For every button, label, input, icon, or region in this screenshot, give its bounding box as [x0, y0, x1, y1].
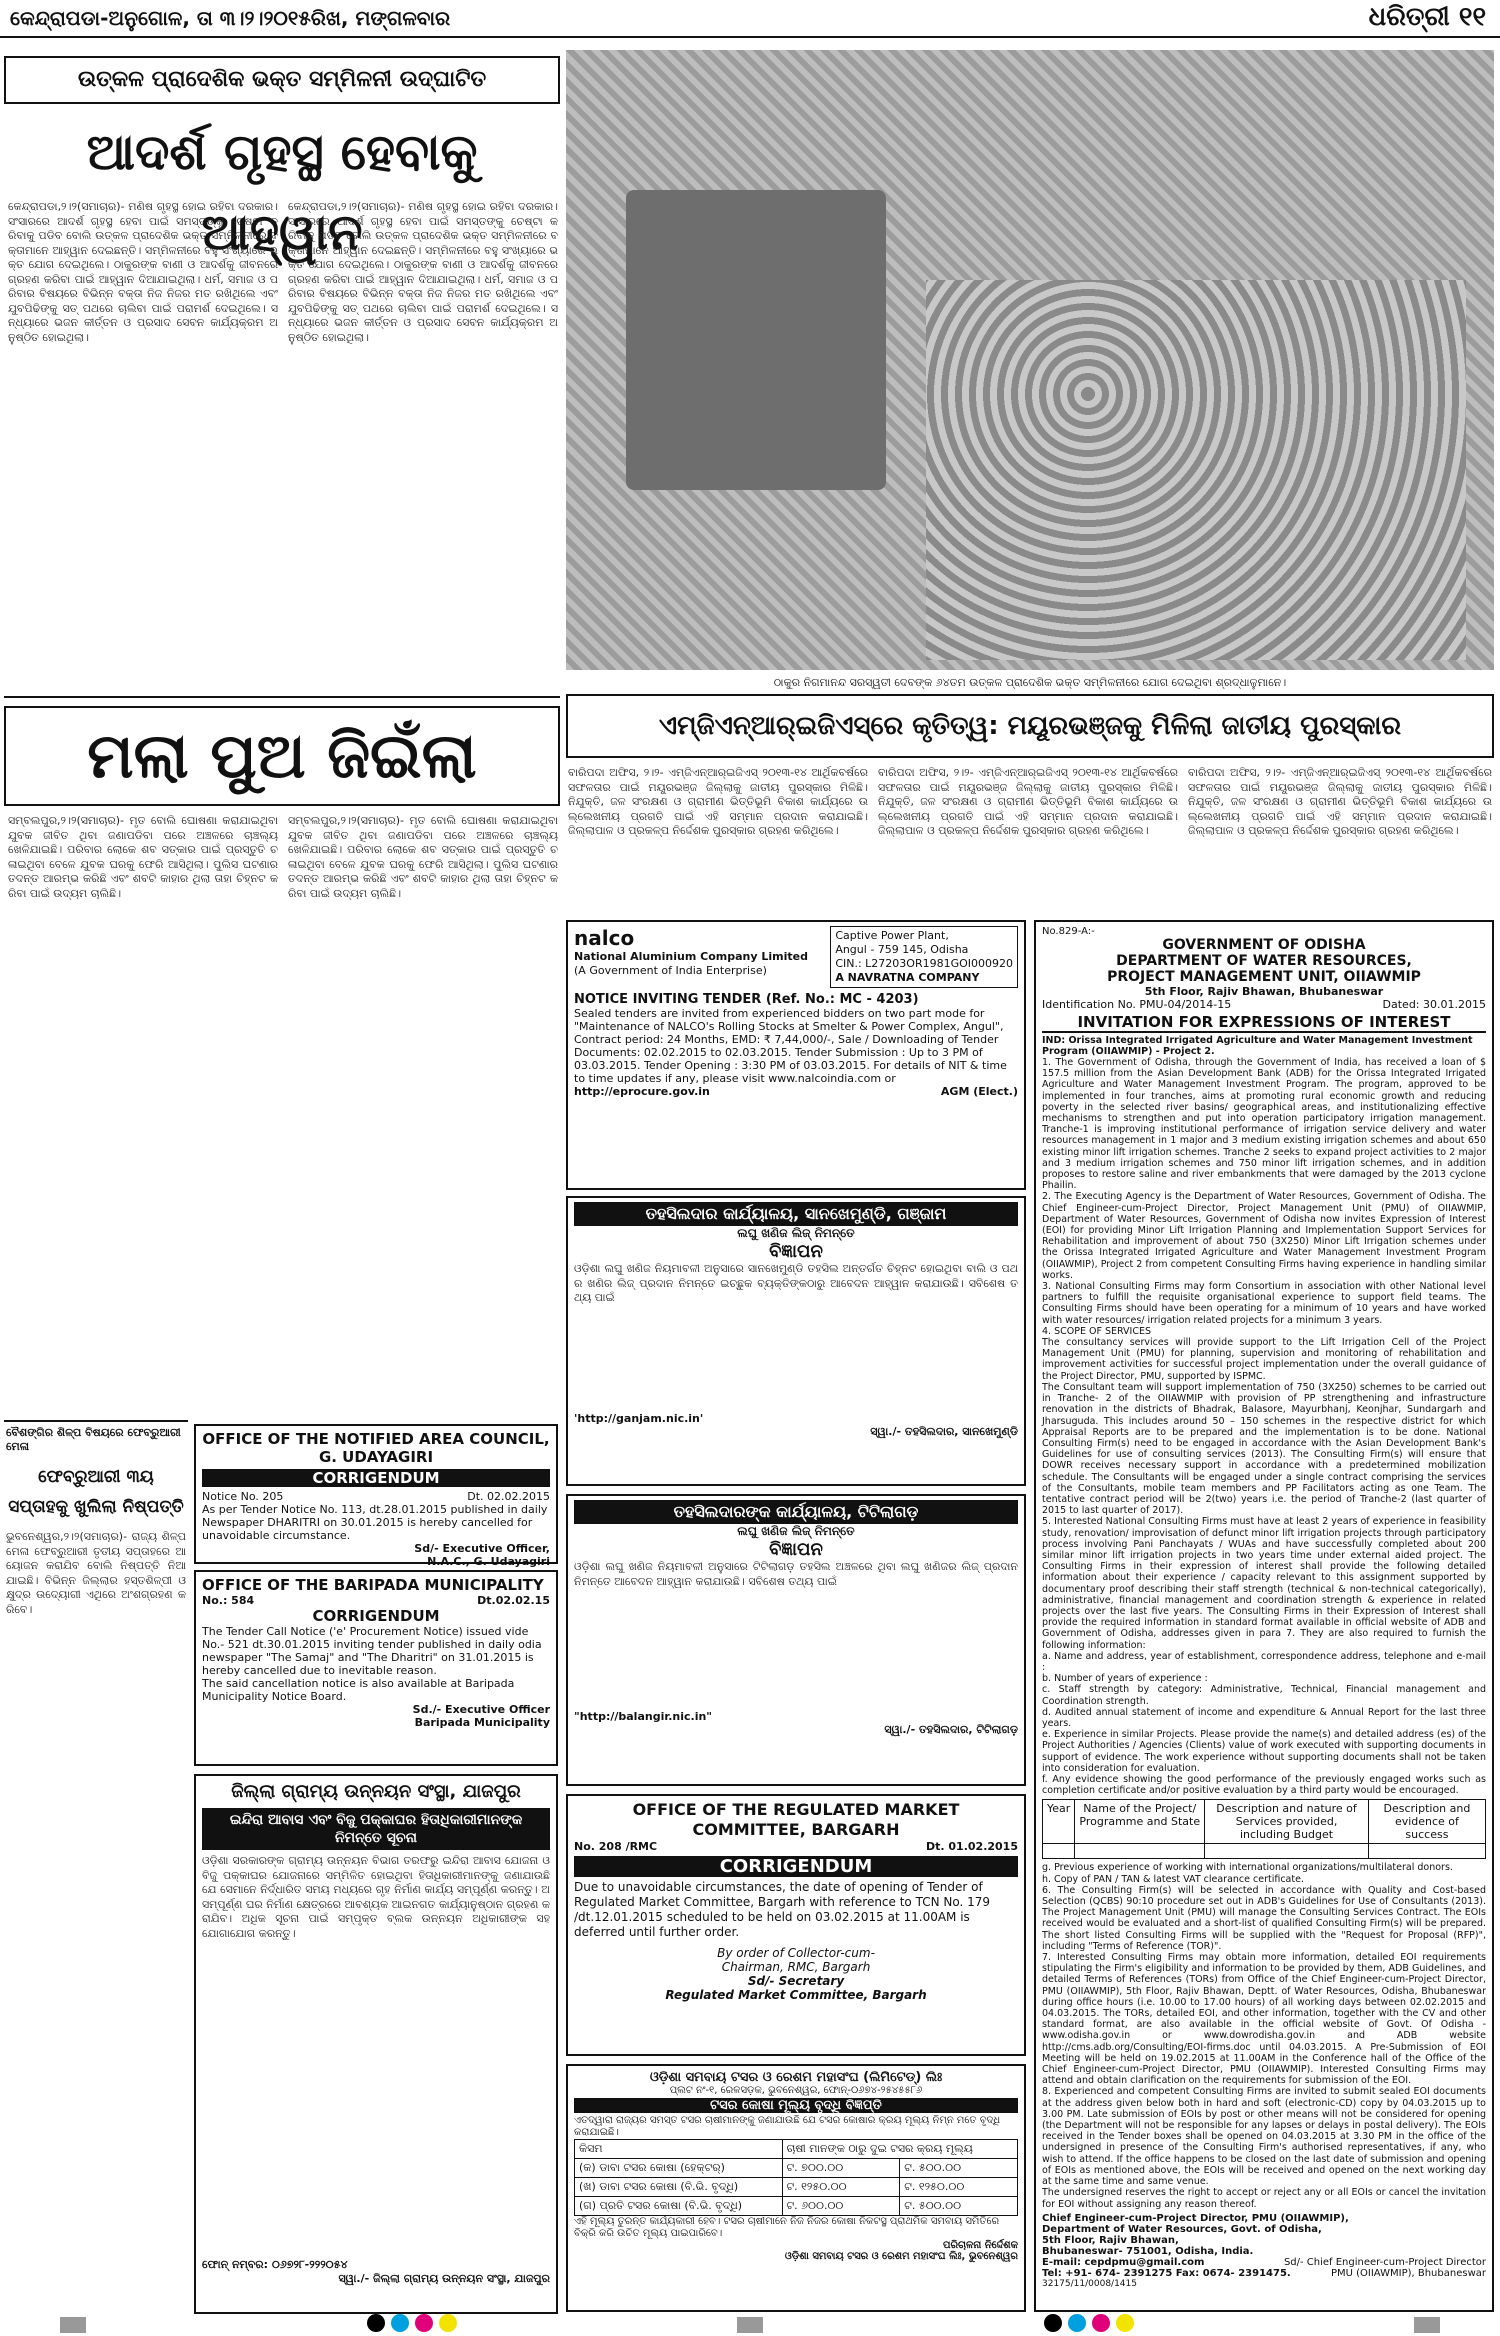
table-cell: (ଗ) ପ୍ରତି ଟସର କୋଷା (ବି.ଭି. ବୃଦ୍ଧି) [575, 2197, 783, 2216]
eoi-paragraph: h. Copy of PAN / TAN & latest VAT clearance certificate. [1042, 1873, 1304, 1885]
eoi-ref: No.829-A:- [1042, 926, 1095, 937]
udayagiri-date: Dt. 02.02.2015 [467, 1490, 550, 1503]
titilagarh-body: ଓଡ଼ିଶା ଲଘୁ ଖଣିଜ ନିୟମାବଳୀ ଅନୁସାରେ ଟିଟିଲାଗଡ଼ ତହସିଲ ଅଞ୍ଚଳରେ ଥିବା ଲଘୁ ଖଣିଜର ଲିଜ୍ ପ୍ରଦାନ ନିମନ୍ତେ ଆବେଦନ ଆହ୍ୱାନ କରାଯାଉଛି। ସବିଶେଷ ତଥ୍ୟ ପାଇଁ [574, 1560, 1018, 1588]
jajpur-title: ଇନ୍ଦିରା ଆବାସ ଏବଂ ବିଜୁ ପକ୍କାଘର ହିତାଧିକାରୀମାନଙ୍କ ନିମନ୍ତେ ସୂଚନା [202, 1808, 550, 1850]
udayagiri-title: OFFICE OF THE NOTIFIED AREA COUNCIL, G. UDAYAGIRI [202, 1430, 550, 1466]
eoi-experience-table [1042, 1799, 1486, 1859]
udayagiri-sign1: Sd/- Executive Officer, [414, 1542, 550, 1555]
baripada-body: The Tender Call Notice ('e' Procurement Notice) issued vide No.- 521 dt.30.01.2015 inviting tender published in daily odia newspaper "The Samaj" and "The Dharitri" on 31.01.2015 is hereby cancelled due to inevitable reason. [202, 1625, 542, 1677]
magenta-dot [415, 2314, 433, 2332]
award-body-col3: ବାରିପଦା ଅଫିସ, ୨।୨- ଏମ୍‌ଜିଏନ୍‌ଆର୍‌ଇଜିଏସ୍ ୨୦୧୩-୧୪ ଆର୍ଥିକବର୍ଷରେ ସଫଳତାର ପାଇଁ ମୟୂରଭଞ୍ଜ ଜିଲ୍ଲାକୁ ଜାତୀୟ ପୁରସ୍କାର ମିଳିଛି। ନିଯୁକ୍ତି, ଜଳ ସଂରକ୍ଷଣ ଓ ଗ୍ରାମୀଣ ଭିତ୍ତିଭୂମି ବିକାଶ କାର୍ଯ୍ୟରେ ଉଲ୍ଲେଖନୀୟ ପ୍ରଗତି ପାଇଁ ଏହି ସମ୍ମାନ ପ୍ରଦାନ କରାଯାଇଛି। ଜିଲ୍ଲାପାଳ ଓ ପ୍ରକଳ୍ପ ନିର୍ଦ୍ଦେଶକ ପୁରସ୍କାର ଗ୍ରହଣ କରିଥିଲେ। [1188, 766, 1492, 837]
eoi-gov: GOVERNMENT OF ODISHA [1162, 937, 1366, 953]
award-headline: ଏମ୍‌ଜିଏନ୍‌ଆର୍‌ଇଜିଏସ୍‌ରେ କୃତିତ୍ୱ: ମୟୂରଭଞ୍ଜକୁ ମିଳିଲା ଜାତୀୟ ପୁରସ୍କାର [658, 711, 1402, 741]
eoi-sign2: PMU (OIIAWMIP), Bhubaneswar [1330, 2267, 1486, 2279]
eoi-addr: 5th Floor, Rajiv Bhawan, Bhubaneswar [1144, 985, 1384, 998]
baripada-sign1: Sd./- Executive Officer [412, 1703, 550, 1716]
nalco-sign: AGM (Elect.) [940, 1085, 1018, 1098]
udayagiri-no: Notice No. 205 [202, 1490, 284, 1503]
eoi-paragraph: 8. Experienced and competent Consulting Firms are invited to submit sealed EOI documents at the address given below both in hard and soft (electronic-CD) copy by 04.03.2015 up to 3.00 PM. Late submission of EOIs by post or other means will not be considered for opening (the Department will not be responsible for any lapses or delays in postal delivery). The EOIs received in the Tender boxes shall be opened on 04.03.2015 at 3.30 PM in the office of the undersigned in presence of the Consulting Firm's authorised representatives, if any, who wish to attend. If the office happens to be closed on the last date of submission and opening of EOIs as mentioned above, the EOIs will be received and opened on the next working day at the same time and same venue. [1042, 2086, 1486, 2188]
lead-body-col2: କେନ୍ଦ୍ରାପଡା,୨।୨(ସମାଚାର)- ମଣିଷ ଗୃହସ୍ଥ ହୋଇ ରହିବା ଦରକାର। ସଂସାରରେ ଆଦର୍ଶ ଗୃହସ୍ଥ ହେବା ପାଇଁ ସମସ୍ତଙ୍କୁ ଚେଷ୍ଟା କରିବାକୁ ପଡିବ ବୋଲି ଉତ୍କଳ ପ୍ରାଦେଶିକ ଭକ୍ତ ସମ୍ମିଳନୀରେ ବକ୍ତାମାନେ ଆହ୍ୱାନ ଦେଇଛନ୍ତି। ସମ୍ମିଳନୀରେ ବହୁ ସଂଖ୍ୟାରେ ଭକ୍ତ ଯୋଗ ଦେଇଥିଲେ। ଠାକୁରଙ୍କ ବାଣୀ ଓ ଆଦର୍ଶକୁ ଜୀବନରେ ଗ୍ରହଣ କରିବା ପାଇଁ ଆହ୍ୱାନ ଦିଆଯାଇଥିଲା। ଧର୍ମ, ସମାଜ ଓ ପରିବାର ବିଷୟରେ ବିଭିନ୍ନ ବକ୍ତା ନିଜ ନିଜର ମତ ରଖିଥିଲେ ଏବଂ ଯୁବପିଢିଙ୍କୁ ସତ୍ ପଥରେ ଚାଲିବା ପାଇଁ ପରାମର୍ଶ ଦେଇଥିଲେ। ସନ୍ଧ୍ୟାରେ ଭଜନ କୀର୍ତ୍ତନ ଓ ପ୍ରସାଦ ସେବନ କାର୍ଯ୍ୟକ୍ରମ ଅନୁଷ୍ଠିତ ହୋଇଥିଲା। [288, 200, 558, 344]
fair-headline: ଫେବ୍ରୁଆରୀ ୩ୟ ସପ୍ତାହକୁ ଖୁଲିଲା ନିଷ୍ପତ୍ତି [8, 1467, 184, 1517]
bargarh-order1: By order of Collector-cum- [717, 1946, 875, 1960]
eoi-paragraph: The undersigned reserves the right to accept or reject any or all EOIs or cancel the invitation for EOI without assigning any reason thereof. [1042, 2187, 1486, 2210]
sanakhemundi-site[interactable]: 'http://ganjam.nic.in' [574, 1412, 704, 1425]
eoi-paragraph: b. Number of years of experience : [1042, 1673, 1208, 1685]
table-row [575, 2197, 1018, 2216]
eoi-unit: PROJECT MANAGEMENT UNIT, OIIAWMIP [1107, 969, 1421, 985]
eoi-th-year: Year [1043, 1800, 1075, 1844]
baripada-body2: The said cancellation notice is also available at Baripada Municipality Notice Board. [202, 1677, 515, 1703]
eoi-th-services: Description and nature of Services provided, including Budget [1205, 1800, 1369, 1844]
tassar-title: ଟସର କୋଷା ମୂଲ୍ୟ ବୃଦ୍ଧି ବିଜ୍ଞପ୍ତି [574, 2098, 1018, 2113]
eoi-id: Identification No. PMU-04/2014-15 [1042, 998, 1232, 1011]
table-cell: ଟ. ୧୨୫୦.୦୦ [782, 2178, 900, 2197]
jajpur-phone: ଫୋନ୍ ନମ୍ବର: ୦୬୭୨୮-୨୨୨୦୫୪ [202, 2258, 348, 2271]
nalco-body: Sealed tenders are invited from experienced bidders on two part mode for "Maintenance of NALCO's Rolling Stocks at Smelter & Power Complex, Angul", Contract period: 24 Months, EMD: ₹ 7,44,000/-, Sale / Downloading of Tender Documents: 02.02.2015 to 02.03.2015. Tender Submission : Up to 3 PM of 03.03.2015. Tender Opening : 3:30 PM of 03.03.2015. For details of NIT & time to time updates if any, please visit www.nalcoindia.com or [574, 1007, 1007, 1085]
bargarh-band: CORRIGENDUM [574, 1856, 1018, 1877]
bargarh-no: No. 208 /RMC [574, 1840, 658, 1853]
tassar-body: ଏତଦ୍ୱାରା ରାଜ୍ୟର ସମସ୍ତ ଟସର ଚାଷୀମାନଙ୍କୁ ଜଣାଯାଉଛି ଯେ ଟସର କୋଷାର କ୍ରୟ ମୂଲ୍ୟ ନିମ୍ନ ମତେ ବୃଦ୍ଧି କରାଯାଇଛି। [574, 2115, 1001, 2138]
nalco-cin: CIN.: L27203OR1981GOI000920 [835, 957, 1013, 970]
table-cell: ଟ. ୫୦୦.୦୦ [900, 2197, 1018, 2216]
tassar-rate-table [574, 2139, 1018, 2216]
bargarh-sign1: Sd/- Secretary [747, 1974, 845, 1988]
nalco-portal[interactable]: http://eprocure.gov.in [574, 1085, 710, 1098]
nalco-org: National Aluminium Company Limited [574, 950, 808, 963]
baripada-date: Dt.02.02.15 [477, 1594, 550, 1607]
eoi-paragraph: g. Previous experience of working with international organizations/multilateral donors. [1042, 1862, 1453, 1874]
bargarh-date: Dt. 01.02.2015 [926, 1840, 1018, 1853]
eoi-paragraph: 2. The Executing Agency is the Department of Water Resources, Government of Odisha. The Chief Engineer-cum-Project Director, Project Management Unit (PMU) of OIIAWMIP, Department of Water Resources, Government of Odisha now invites Expression of Interest (EOI) for providing Minor Lift Irrigation Planning and Implementation Support Services for Rehabilitation and improvement of about 750 (3X250) Minor Lift Irrigation schemes under the Orissa Integrated Irrigated Agriculture and Water Management Investment Program (OIIAWMIP), Project 2 from competent Consulting Firms having experience in handling similar works. [1042, 1191, 1486, 1281]
eoi-sign1: Sd/- Chief Engineer-cum-Project Director [1283, 2256, 1486, 2268]
nalco-navratna: A NAVRATNA COMPANY [835, 971, 980, 984]
award-headline-box [566, 694, 1494, 758]
photo-crowd [926, 280, 1466, 660]
udayagiri-sign2: N.A.C., G. Udayagiri [427, 1555, 550, 1568]
mala-headline: ମଲା ପୁଅ ଜିଇଁଲା [87, 719, 477, 792]
titilagarh-sign: ସ୍ୱା./- ତହସିଲଦାର, ଟିଟିଲାଗଡ଼ [884, 1723, 1018, 1736]
cmyk-dots [1041, 2314, 1137, 2336]
udayagiri-notice [194, 1424, 558, 1568]
eoi-tel: Tel: +91- 674- 2391275 Fax: 0674- 2391475. [1042, 2267, 1291, 2279]
divider [4, 1420, 188, 1422]
titilagarh-title: ବିଜ୍ଞାପନ [769, 1539, 823, 1560]
titilagarh-sub: ଲଘୁ ଖଣିଜ ଲିଜ୍ ନିମନ୍ତେ [737, 1524, 855, 1538]
magenta-dot [1092, 2314, 1110, 2332]
table-cell: ଟ. ୧୨୫୦.୦୦ [900, 2178, 1018, 2197]
sanakhemundi-body: ଓଡ଼ିଶା ଲଘୁ ଖଣିଜ ନିୟମାବଳୀ ଅନୁସାରେ ସାନଖେମୁଣ୍ଡି ତହସିଲ ଅନ୍ତର୍ଗତ ଚିହ୍ନଟ ହୋଇଥିବା ବାଲି ଓ ପଥର ଖଣିର ଲିଜ୍ ପ୍ରଦାନ ନିମନ୍ତେ ଇଚ୍ଛୁକ ବ୍ୟକ୍ତିଙ୍କଠାରୁ ଆବେଦନ ଆହ୍ୱାନ କରାଯାଉଛି। ସବିଶେଷ ତଥ୍ୟ ପାଇଁ [574, 1262, 1018, 1304]
table-cell: ଟ. ୬୦୦.୦୦ [782, 2197, 900, 2216]
award-body-col1: ବାରିପଦା ଅଫିସ, ୨।୨- ଏମ୍‌ଜିଏନ୍‌ଆର୍‌ଇଜିଏସ୍ ୨୦୧୩-୧୪ ଆର୍ଥିକବର୍ଷରେ ସଫଳତାର ପାଇଁ ମୟୂରଭଞ୍ଜ ଜିଲ୍ଲାକୁ ଜାତୀୟ ପୁରସ୍କାର ମିଳିଛି। ନିଯୁକ୍ତି, ଜଳ ସଂରକ୍ଷଣ ଓ ଗ୍ରାମୀଣ ଭିତ୍ତିଭୂମି ବିକାଶ କାର୍ଯ୍ୟରେ ଉଲ୍ଲେଖନୀୟ ପ୍ରଗତି ପାଇଁ ଏହି ସମ୍ମାନ ପ୍ରଦାନ କରାଯାଇଛି। ଜିଲ୍ଲାପାଳ ଓ ପ୍ରକଳ୍ପ ନିର୍ଦ୍ଦେଶକ ପୁରସ୍କାର ଗ୍ରହଣ କରିଥିଲେ। [568, 766, 868, 837]
titilagarh-site[interactable]: "http://balangir.nic.in" [574, 1710, 713, 1723]
fair-kicker: ବୈଶଙ୍ଗିର ଶିଳ୍ପ ବିଷୟରେ ଫେବ୍ରୁଆରୀ ମେଳା [6, 1426, 181, 1453]
table-row [575, 2178, 1018, 2197]
jajpur-body: ଓଡ଼ିଶା ସରକାରଙ୍କ ଗ୍ରାମ୍ୟ ଉନ୍ନୟନ ବିଭାଗ ତରଫରୁ ଇନ୍ଦିରା ଆବାସ ଯୋଜନା ଓ ବିଜୁ ପକ୍କାଘର ଯୋଜନାରେ ସମ୍ମିଳିତ ହୋଇଥିବା ହିତାଧିକାରୀମାନଙ୍କୁ ଜଣାଯାଉଛି ଯେ ସେମାନେ ନିର୍ଦ୍ଧାରିତ ସମୟ ମଧ୍ୟରେ ଗୃହ ନିର୍ମାଣ କାର୍ଯ୍ୟ ସମ୍ପୂର୍ଣ୍ଣ କରନ୍ତୁ। ଅସମ୍ପୂର୍ଣ୍ଣ ଘର ନିର୍ମାଣ କ୍ଷେତ୍ରରେ ଆବଶ୍ୟକ ଆଇନଗତ କାର୍ଯ୍ୟାନୁଷ୍ଠାନ ଗ୍ରହଣ କରାଯିବ। ଅଧିକ ସୂଚନା ପାଇଁ ସମ୍ପୃକ୍ତ ବ୍ଲକ ଉନ୍ନୟନ ଅଧିକାରୀଙ୍କ ସହ ଯୋଗାଯୋଗ କରନ୍ତୁ। [202, 1854, 550, 1940]
eoi-contact4: Bhubaneswar- 751001, Odisha, India. [1042, 2245, 1254, 2257]
divider [4, 696, 560, 698]
page-no: ୧୧ [1458, 2, 1486, 32]
nalco-addr: Angul - 759 145, Odisha [835, 943, 969, 956]
mala-headline-box [4, 706, 560, 806]
bargarh-body: Due to unavoidable circumstances, the date of opening of Tender of Regulated Market Committee, Bargarh with reference to TCN No. 179 /dt.12.01.2015 scheduled to be held on 03.02.2015 at 11.00AM is deferred until further order. [574, 1880, 991, 1939]
nalco-logo: nalco [574, 926, 635, 950]
tassar-sign2: ଓଡ଼ିଶା ସମବାୟ ଟସର ଓ ରେଶମ ମହାସଂଘ ଲିଃ, ଭୁବନେଶ୍ୱର [784, 2251, 1018, 2262]
tassar-notice [566, 2064, 1026, 2312]
sanakhemundi-office: ତହସିଲଦାର କାର୍ଯ୍ୟାଳୟ, ସାନଖେମୁଣ୍ଡି, ଗଞ୍ଜାମ [574, 1202, 1018, 1226]
eoi-paragraph: The Consultant team will support implementation of 750 (3X250) schemes to be carried out in Tranche- 2 of the OIIAWMIP with provision of PP strengthening and infrastructure renovation in the districts of Bhadrak, Balasore, Mayurbhanj, Keonjhar, Sundargarh and Jharsuguda. This includes around 50 – 150 schemes in the respective district for which Appraisal Reports are to be prepared and the implementation is to be done. National Consulting Firm(s) need to be engaged in accordance with the Asian Development Bank's Guidelines for use of consulting services (2013). The Consulting Firm(s) will ensure that DOWR receives necessary support in accordance with a predetermined mobilization schedule. The Consultants will be engaged under a single contract comprising the services of the Consultants, mobile team members and PP Facilitators acting as one Team. The tentative contract period will be 2(two) years i.e. the period of Tranche-2 (last quarter of 2015 to last quarter of 2017). [1042, 1381, 1486, 1517]
lead-body-col1: କେନ୍ଦ୍ରାପଡା,୨।୨(ସମାଚାର)- ମଣିଷ ଗୃହସ୍ଥ ହୋଇ ରହିବା ଦରକାର। ସଂସାରରେ ଆଦର୍ଶ ଗୃହସ୍ଥ ହେବା ପାଇଁ ସମସ୍ତଙ୍କୁ ଚେଷ୍ଟା କରିବାକୁ ପଡିବ ବୋଲି ଉତ୍କଳ ପ୍ରାଦେଶିକ ଭକ୍ତ ସମ୍ମିଳନୀରେ ବକ୍ତାମାନେ ଆହ୍ୱାନ ଦେଇଛନ୍ତି। ସମ୍ମିଳନୀରେ ବହୁ ସଂଖ୍ୟାରେ ଭକ୍ତ ଯୋଗ ଦେଇଥିଲେ। ଠାକୁରଙ୍କ ବାଣୀ ଓ ଆଦର୍ଶକୁ ଜୀବନରେ ଗ୍ରହଣ କରିବା ପାଇଁ ଆହ୍ୱାନ ଦିଆଯାଇଥିଲା। ଧର୍ମ, ସମାଜ ଓ ପରିବାର ବିଷୟରେ ବିଭିନ୍ନ ବକ୍ତା ନିଜ ନିଜର ମତ ରଖିଥିଲେ ଏବଂ ଯୁବପିଢିଙ୍କୁ ସତ୍ ପଥରେ ଚାଲିବା ପାଇଁ ପରାମର୍ଶ ଦେଇଥିଲେ। ସନ୍ଧ୍ୟାରେ ଭଜନ କୀର୍ତ୍ତନ ଓ ପ୍ରସାଦ ସେବନ କାର୍ଯ୍ୟକ୍ରମ ଅନୁଷ୍ଠିତ ହୋଇଥିଲା। [8, 200, 278, 344]
titilagarh-notice [566, 1494, 1026, 1786]
award-body-col2: ବାରିପଦା ଅଫିସ, ୨।୨- ଏମ୍‌ଜିଏନ୍‌ଆର୍‌ଇଜିଏସ୍ ୨୦୧୩-୧୪ ଆର୍ଥିକବର୍ଷରେ ସଫଳତାର ପାଇଁ ମୟୂରଭଞ୍ଜ ଜିଲ୍ଲାକୁ ଜାତୀୟ ପୁରସ୍କାର ମିଳିଛି। ନିଯୁକ୍ତି, ଜଳ ସଂରକ୍ଷଣ ଓ ଗ୍ରାମୀଣ ଭିତ୍ତିଭୂମି ବିକାଶ କାର୍ଯ୍ୟରେ ଉଲ୍ଲେଖନୀୟ ପ୍ରଗତି ପାଇଁ ଏହି ସମ୍ମାନ ପ୍ରଦାନ କରାଯାଇଛି। ଜିଲ୍ଲାପାଳ ଓ ପ୍ରକଳ୍ପ ନିର୍ଦ୍ଦେଶକ ପୁରସ୍କାର ଗ୍ରହଣ କରିଥିଲେ। [878, 766, 1178, 837]
eoi-paragraphs [1042, 1057, 1486, 1796]
eoi-contact2: Department of Water Resources, Govt. of Odisha, [1042, 2223, 1322, 2235]
eoi-paragraph: 6. The Consulting Firm(s) will be selected in accordance with Quality and Cost-based Selection (QCBS) 90:10 procedure set out in ADB's Guidelines for Use of Consultants (2013). The Project Management Unit (PMU) will manage the Consulting Services Contract. The EOIs received would be evaluated and a short-list of qualified Consulting Firm(s) will be prepared. The short listed Consulting Firms will be supplied with the "Request for Proposal (RFP)", including "Terms of Reference (TOR)". [1042, 1884, 1486, 1952]
nalco-title: NOTICE INVITING TENDER [574, 992, 762, 1007]
photo-altar [626, 190, 886, 490]
paper-name: ଧରିତ୍ରୀ [1368, 2, 1450, 32]
page-number [1369, 2, 1486, 33]
eoi-notice [1034, 920, 1494, 2312]
nalco-plant: Captive Power Plant, [835, 929, 949, 942]
table-cell: ଟ. ୫୦୦.୦୦ [900, 2159, 1018, 2178]
lead-photo [566, 50, 1494, 670]
eoi-title: INVITATION FOR EXPRESSIONS OF INTEREST [1042, 1013, 1486, 1033]
bargarh-sign2: Regulated Market Committee, Bargarh [665, 1988, 927, 2002]
tassar-col1: କିସମ [575, 2140, 783, 2159]
table-cell: ଟ. ୭୦୦.୦୦ [782, 2159, 900, 2178]
sanakhemundi-sign: ସ୍ୱା./- ତହସିଲଦାର, ସାନଖେମୁଣ୍ଡି [870, 1425, 1018, 1438]
nalco-notice [566, 920, 1026, 1190]
sanakhemundi-title: ବିଜ୍ଞାପନ [769, 1241, 823, 1262]
tassar-body2: ଏହି ମୂଲ୍ୟ ତୁରନ୍ତ କାର୍ଯ୍ୟକାରୀ ହେବ। ଟସର ଚାଷୀମାନେ ନିଜ ନିଜର କୋଷା ନିକଟସ୍ଥ ପ୍ରାଥମିକ ସମବାୟ ସମିତିରେ ବିକ୍ରି କରି ଉଚିତ ମୂଲ୍ୟ ପାଇପାରିବେ। [574, 2216, 1000, 2239]
tassar-sign1: ପରିଚାଳନା ନିର୍ଦ୍ଦେଶକ [943, 2240, 1018, 2251]
bargarh-title: OFFICE OF THE REGULATED MARKET COMMITTEE, BARGARH [632, 1800, 960, 1839]
eoi-email[interactable]: E-mail: cepdpmu@gmail.com [1042, 2256, 1205, 2268]
tassar-org: ଓଡ଼ିଶା ସମବାୟ ଟସର ଓ ରେଶମ ମହାସଂଘ (ଲିମିଟେଡ୍) ଲିଃ [649, 2070, 943, 2085]
sanakhemundi-notice [566, 1196, 1026, 1486]
mala-body-col1: ସମ୍ବଲପୁର,୨।୨(ସମାଚାର)- ମୃତ ବୋଲି ଘୋଷଣା କରାଯାଇଥିବା ଯୁବକ ଜୀବିତ ଥିବା ଜଣାପଡିବା ପରେ ଅଞ୍ଚଳରେ ଚାଞ୍ଚଲ୍ୟ ଖେଳିଯାଇଛି। ପରିବାର ଲୋକେ ଶବ ସତ୍କାର ପାଇଁ ପ୍ରସ୍ତୁତି ଚଳାଇଥିବା ବେଳେ ଯୁବକ ଘରକୁ ଫେରି ଆସିଥିଲା। ପୁଲିସ ଘଟଣାର ତଦନ୍ତ ଆରମ୍ଭ କରିଛି ଏବଂ ଶବଟି କାହାର ଥିଲା ତାହା ଚିହ୍ନଟ କରିବା ପାଇଁ ଉଦ୍ୟମ ଚାଲିଛି। [8, 814, 278, 900]
eoi-paragraph: c. Staff strength by category: Administrative, Technical, Financial management and Coordination strength. [1042, 1684, 1486, 1707]
baripada-band: CORRIGENDUM [312, 1607, 440, 1625]
jajpur-sign: ସ୍ୱା./- ଜିଲ୍ଲା ଗ୍ରାମ୍ୟ ଉନ୍ନୟନ ସଂସ୍ଥା, ଯାଜପୁର [338, 2272, 550, 2285]
baripada-notice [194, 1570, 558, 1766]
udayagiri-body: As per Tender Notice No. 113, dt.28.01.2015 published in daily Newspaper DHARITRI on 30.01.2015 is hereby cancelled for unavoidable circumstance. [202, 1503, 548, 1542]
grey-bar [1414, 2317, 1440, 2333]
jajpur-org: ଜିଲ୍ଲା ଗ୍ରାମ୍ୟ ଉନ୍ନୟନ ସଂସ୍ଥା, ଯାଜପୁର [231, 1781, 521, 1802]
eoi-dept: DEPARTMENT OF WATER RESOURCES, [1116, 953, 1412, 969]
baripada-no: No.: 584 [202, 1594, 255, 1607]
black-dot [367, 2314, 385, 2332]
lead-kicker-box [4, 56, 560, 104]
eoi-contact3: 5th Floor, Rajiv Bhawan, [1042, 2234, 1179, 2246]
eoi-paragraph: 3. National Consulting Firms may form Consortium in association with other National level partners to fulfill the requisite organisational experience to support field teams. The Consulting Firms should have been operating for a minimum of 10 years and have worked with water resources/ irrigation related projects for a minimum 3 years. [1042, 1281, 1486, 1326]
eoi-paragraph: 7. Interested Consulting Firms may obtain more information, detailed EOI requirements stipulating the Firm's eligibility and information to be provided by them, ADB Guidelines, and detailed Terms of References (TORs) from Office of the Chief Engineer-cum-Project Director, PMU (OIIAWMIP), 5th Floor, Rajiv Bhawan, Deptt. of Water Resources, Odisha, Bhubaneswar during office hours (i.e. 10.00 to 17.00 hours) of all working days between 02.02.2015 and 04.03.2015. The TORs, detailed EOI, and other information, together with the CV and other standard format, are also available in the official website of Govt. Of Odisha - www.odisha.gov.in or www.dowrodisha.gov.in and ADB website http://cms.adb.org/Consulting/EOI-firms.doc until 04.03.2015. A Pre-Submission of EOI Meeting will be held on 19.02.2015 at 11.00AM in the Conference hall of the Office of the Chief Engineer-cum-Project Director, PMU (OIIAWMIP). Interested Consulting Firms may attend and obtain clarification on the requirements for submission of the EOI. [1042, 1952, 1486, 2087]
fair-body: ଭୁବନେଶ୍ୱର,୨।୨(ସମାଚାର)- ରାଜ୍ୟ ଶିଳ୍ପ ମେଳା ଫେବ୍ରୁଆରୀ ତୃତୀୟ ସପ୍ତାହରେ ଆୟୋଜନ କରାଯିବ ବୋଲି ନିଷ୍ପତ୍ତି ନିଆଯାଇଛି। ବିଭିନ୍ନ ଜିଲ୍ଲାର ହସ୍ତଶିଳ୍ପୀ ଓ କ୍ଷୁଦ୍ର ଉଦ୍ୟୋଗୀ ଏଥିରେ ଅଂଶଗ୍ରହଣ କରିବେ। [6, 1530, 186, 1616]
eoi-th-project: Name of the Project/ Programme and State [1075, 1800, 1205, 1844]
nalco-ref: (Ref. No.: MC - 4203) [765, 992, 919, 1007]
sanakhemundi-sub: ଲଘୁ ଖଣିଜ ଲିଜ୍ ନିମନ୍ତେ [737, 1226, 855, 1240]
yellow-dot [1116, 2314, 1134, 2332]
nalco-org2: (A Government of India Enterprise) [574, 964, 767, 977]
baripada-title: OFFICE OF THE BARIPADA MUNICIPALITY [202, 1576, 544, 1594]
eoi-paragraph: 4. SCOPE OF SERVICES [1042, 1325, 1152, 1337]
eoi-paragraph: 5. Interested National Consulting Firms must have at least 2 years of experience in feasibility study, renovation/ improvisation of defunct minor lift irrigation projects through participatory process involving Pani Panchayats / WUAs and have successfully completed about 200 similar minor lift irrigation projects in two years time under external aided project. The Consulting Firms in their expression of interest shall provide the following detailed information about their experience / capacity relevant to this assignment supported by documentary proof describing their staff strength (technical & non-technical categorically), administrative, financial management and coordination strength & experience in related projects over the last five years. The Consulting Firms in their Expression of Interest shall provide the required information in standard format available in official website of ADB and Government of Odisha, addresses given in para 7. They are also required to furnish the following information: [1042, 1516, 1486, 1651]
grey-bar [60, 2317, 86, 2333]
tassar-col2: ଚାଷୀ ମାନଙ୍କ ଠାରୁ ଦୁଇ ଟସର କ୍ରୟ ମୂଲ୍ୟ [782, 2140, 1017, 2159]
eoi-paragraph: 1. The Government of Odisha, through the Government of India, has received a loan of $ 157.5 million from the Asian Development Bank (ADB) for the Orissa Integrated Irrigated Agriculture and Water Management Investment Program. The program, approved to be implemented in four tranches, aims at promoting rural economic growth and reducing poverty in the selected river basins/ geographical areas, and institutionalizing effective mechanisms to strengthen and put into operation participatory irrigation management. Tranche-1 is improving institutional performance of irrigation service delivery and water resources management in 1 major and 3 medium existing irrigation schemes and about 650 existing minor lift irrigation schemes. Tranche 2 seeks to expand project activities to 2 major and 3 medium irrigation schemes and 750 minor lift irrigation schemes, and in addition proposes to restore saline and river embankments that were damaged by the 2013 cyclone Phailin. [1042, 1057, 1486, 1192]
bargarh-notice [566, 1794, 1026, 2056]
eoi-contact1: Chief Engineer-cum-Project Director, PMU (OIIAWMIP), [1042, 2212, 1349, 2224]
eoi-paragraph: a. Name and address, year of establishment, correspondence address, telephone and e-mail : [1042, 1650, 1486, 1673]
eoi-paragraph: f. Any evidence showing the good performance of the previously engaged works such as completion certificate and/or positive evaluation by a third party would be encouraged. [1042, 1774, 1486, 1797]
baripada-sign2: Baripada Municipality [414, 1716, 550, 1729]
eoi-project: IND: Orissa Integrated Irrigated Agriculture and Water Management Investment Program (OIIAWMIP) - Project 2. [1042, 1035, 1473, 1057]
mala-body-col2: ସମ୍ବଲପୁର,୨।୨(ସମାଚାର)- ମୃତ ବୋଲି ଘୋଷଣା କରାଯାଇଥିବା ଯୁବକ ଜୀବିତ ଥିବା ଜଣାପଡିବା ପରେ ଅଞ୍ଚଳରେ ଚାଞ୍ଚଲ୍ୟ ଖେଳିଯାଇଛି। ପରିବାର ଲୋକେ ଶବ ସତ୍କାର ପାଇଁ ପ୍ରସ୍ତୁତି ଚଳାଇଥିବା ବେଳେ ଯୁବକ ଘରକୁ ଫେରି ଆସିଥିଲା। ପୁଲିସ ଘଟଣାର ତଦନ୍ତ ଆରମ୍ଭ କରିଛି ଏବଂ ଶବଟି କାହାର ଥିଲା ତାହା ଚିହ୍ନଟ କରିବା ପାଇଁ ଉଦ୍ୟମ ଚାଲିଛି। [288, 814, 558, 900]
eoi-code: 32175/11/0008/1415 [1042, 2278, 1137, 2289]
grey-bar [737, 2317, 763, 2333]
eoi-dated: Dated: 30.01.2015 [1382, 998, 1486, 1011]
cyan-dot [391, 2314, 409, 2332]
eoi-paragraphs-2 [1042, 1862, 1486, 2209]
eoi-th-success: Description and evidence of success [1368, 1800, 1485, 1844]
jajpur-notice [194, 1774, 558, 2314]
lead-photo-caption: ଠାକୁର ନିଗମାନନ୍ଦ ସରସ୍ୱତୀ ଦେବଙ୍କ ୬୪ତମ ଉତ୍କଳ ପ୍ରାଦେଶିକ ଭକ୍ତ ସମ୍ମିଳନୀରେ ଯୋଗ ଦେଇଥିବା ଶ୍ରଦ୍ଧାଳୁମାନେ। [773, 676, 1287, 689]
print-marks [60, 2318, 1440, 2332]
cmyk-dots [364, 2314, 460, 2336]
table-row [575, 2159, 1018, 2178]
eoi-paragraph: The consultancy services will provide support to the Lift Irrigation Cell of the Project Management Unit (PMU) for planning, supervision and monitoring of rehabilitation and improvement activities for successful project implementation under the overall guidance of the Project Director, PMU, supported by ISPMC. [1042, 1337, 1486, 1382]
yellow-dot [439, 2314, 457, 2332]
eoi-paragraph: d. Audited annual statement of income and expenditure & Annual Report for the last three years. [1042, 1706, 1486, 1729]
titilagarh-office: ତହସିଲଦାରଙ୍କ କାର୍ଯ୍ୟାଳୟ, ଟିଟିଲାଗଡ଼ [574, 1500, 1018, 1524]
cyan-dot [1068, 2314, 1086, 2332]
page-dateline: କେନ୍ଦ୍ରାପଡା-ଅନୁଗୋଳ, ତା ୩।୨।୨୦୧୫ରିଖ, ମଙ୍ଗଳବାର [10, 6, 451, 30]
tassar-addr: ପ୍ଲଟ ନଂ-୧, ରେଳସଡ଼କ, ଭୁବନେଶ୍ୱର, ଫୋନ୍-୦୬୭୪-୨୫୪୫୫୮୬ [669, 2085, 923, 2096]
table-cell: (କ) ଡାବା ଟସର କୋଷା (ହେକ୍‌ଟର୍) [575, 2159, 783, 2178]
lead-kicker: ଉତ୍କଳ ପ୍ରାଦେଶିକ ଭକ୍ତ ସମ୍ମିଳନୀ ଉଦ୍‌ଘାଟିତ [77, 67, 487, 92]
lead-headline: ଆଦର୍ଶ ଗୃହସ୍ଥ ହେବାକୁ ଆହ୍ୱାନ [86, 123, 478, 261]
black-dot [1044, 2314, 1062, 2332]
table-cell: (ଖ) ଡାବା ଟସର କୋଷା (ବି.ଭି. ବୃଦ୍ଧି) [575, 2178, 783, 2197]
eoi-paragraph: e. Experience in similar Projects. Please provide the name(s) and detailed address (es) of the Project Authorities / Agencies (Clients) value of work executed with supporting documents in support of evidence. The work experience without supporting documents shall not be taken into consideration for evaluation. [1042, 1729, 1486, 1774]
bargarh-order2: Chairman, RMC, Bargarh [721, 1960, 871, 1974]
udayagiri-band: CORRIGENDUM [202, 1469, 550, 1487]
